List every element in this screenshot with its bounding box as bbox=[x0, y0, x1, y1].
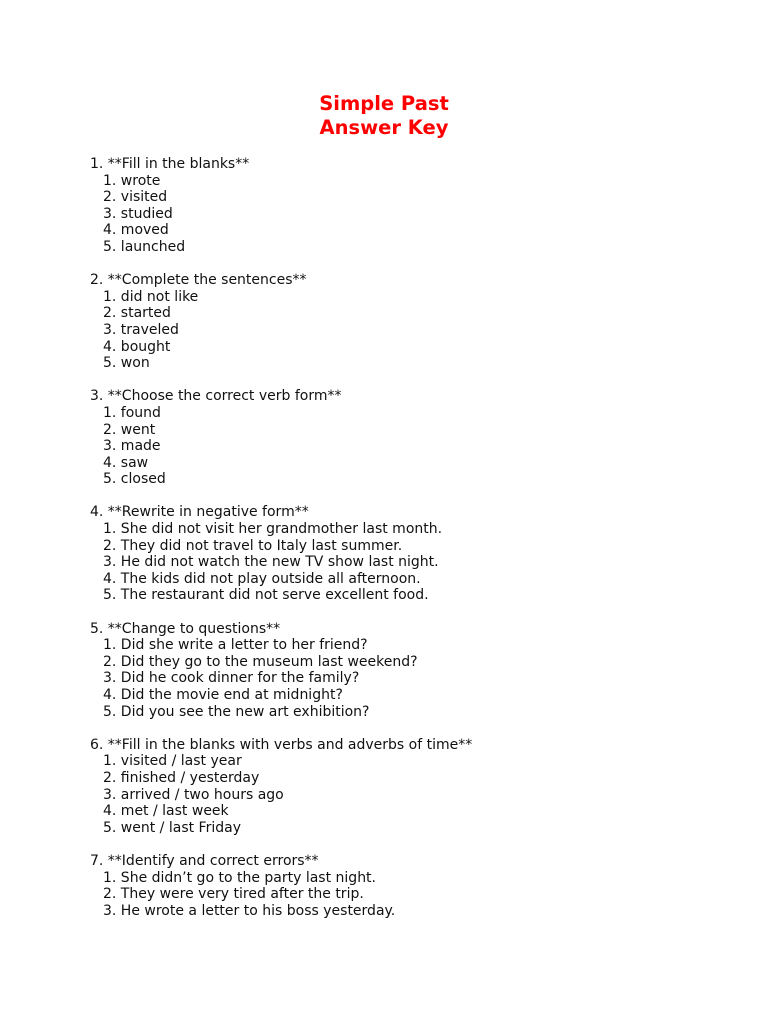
answer-item: 4. moved bbox=[103, 222, 169, 239]
answer-item: 5. won bbox=[103, 355, 150, 372]
answer-item: 2. went bbox=[103, 421, 156, 438]
answer-item: 2. visited bbox=[103, 189, 168, 206]
answer-item: 1. found bbox=[103, 404, 161, 421]
answer-list bbox=[90, 405, 730, 488]
answer-item: 1. Did she write a letter to her friend? bbox=[103, 637, 368, 654]
answer-item: 3. He did not watch the new TV show last night. bbox=[103, 554, 439, 571]
exercise-heading: 2. **Complete the sentences** bbox=[90, 272, 307, 289]
answer-item: 5. launched bbox=[103, 238, 186, 255]
answer-item: 2. They were very tired after the trip. bbox=[103, 886, 364, 903]
answer-item: 4. The kids did not play outside all afternoon. bbox=[103, 570, 421, 587]
title-line-2: Answer Key bbox=[319, 116, 449, 139]
answer-item: 3. Did he cook dinner for the family? bbox=[103, 670, 360, 687]
answer-item: 1. She didn’t go to the party last night. bbox=[103, 869, 376, 886]
answer-item: 4. met / last week bbox=[103, 803, 229, 820]
answer-item: 4. Did the movie end at midnight? bbox=[103, 687, 343, 703]
document-title bbox=[0, 92, 768, 140]
exercise-heading: 3. **Choose the correct verb form** bbox=[90, 388, 342, 405]
answer-item: 5. Did you see the new art exhibition? bbox=[103, 703, 370, 720]
exercise-section bbox=[90, 737, 730, 837]
answer-item: 1. She did not visit her grandmother last month. bbox=[103, 521, 443, 538]
answer-item: 3. made bbox=[103, 438, 161, 455]
answer-key-content bbox=[90, 156, 730, 936]
exercise-heading: 5. **Change to questions** bbox=[90, 620, 281, 637]
answer-list bbox=[90, 753, 730, 836]
title-line-1: Simple Past bbox=[319, 92, 449, 115]
exercise-heading: 7. **Identify and correct errors** bbox=[90, 852, 319, 869]
answer-item: 2. finished / yesterday bbox=[103, 769, 260, 786]
answer-item: 2. They did not travel to Italy last summer. bbox=[103, 537, 403, 554]
exercise-section bbox=[90, 621, 730, 721]
answer-item: 3. studied bbox=[103, 205, 173, 222]
answer-item: 1. visited / last year bbox=[103, 753, 242, 770]
answer-item: 4. saw bbox=[103, 454, 149, 471]
answer-list bbox=[90, 289, 730, 372]
answer-item: 1. did not like bbox=[103, 288, 199, 305]
exercise-section bbox=[90, 504, 730, 604]
answer-list bbox=[90, 870, 730, 920]
answer-item: 4. bought bbox=[103, 338, 171, 355]
exercise-section bbox=[90, 272, 730, 372]
exercise-section bbox=[90, 853, 730, 919]
answer-item: 5. The restaurant did not serve excellent food. bbox=[103, 587, 429, 604]
answer-item: 2. started bbox=[103, 305, 171, 322]
exercise-heading: 4. **Rewrite in negative form** bbox=[90, 504, 309, 521]
answer-list bbox=[90, 637, 730, 720]
exercise-heading: 1. **Fill in the blanks** bbox=[90, 156, 250, 172]
answer-item: 2. Did they go to the museum last weekend? bbox=[103, 653, 418, 670]
answer-item: 5. closed bbox=[103, 471, 166, 488]
answer-item: 5. went / last Friday bbox=[103, 819, 241, 836]
answer-list bbox=[90, 521, 730, 604]
exercise-section bbox=[90, 156, 730, 256]
answer-item: 3. traveled bbox=[103, 321, 179, 338]
exercise-section bbox=[90, 388, 730, 488]
answer-item: 3. He wrote a letter to his boss yesterday. bbox=[103, 902, 396, 919]
answer-list bbox=[90, 173, 730, 256]
answer-item: 3. arrived / two hours ago bbox=[103, 786, 284, 803]
answer-item: 1. wrote bbox=[103, 172, 161, 189]
exercise-heading: 6. **Fill in the blanks with verbs and adverbs of time** bbox=[90, 736, 473, 753]
